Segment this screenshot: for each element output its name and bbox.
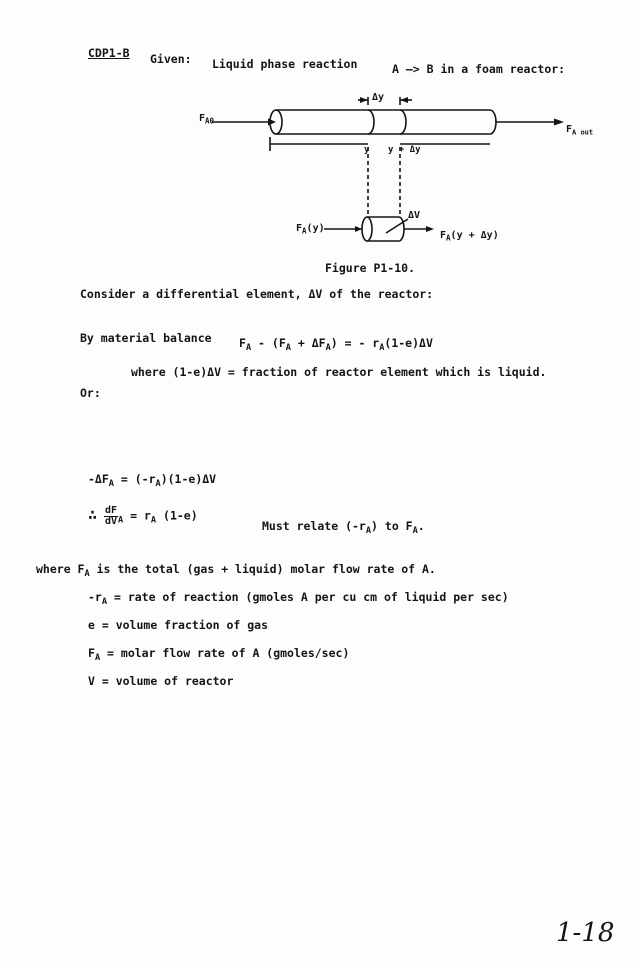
definition-item: V = volume of reactor — [88, 674, 234, 688]
relate-note: Must relate $(-r_A)$ to $F_A$. — [262, 519, 425, 537]
reactor-figure — [190, 85, 610, 260]
equation-2: ∴ $\frac{dF}{dV}_A = r_A$ (1-e) — [88, 505, 198, 527]
fa0-label: $F_{A0}$ — [199, 113, 215, 126]
or-label: Or: — [80, 386, 101, 400]
y-label: y — [364, 145, 370, 155]
consider-line: Consider a differential element, ΔV of the reactor: — [80, 287, 434, 301]
where-total-line: where $F_A$ is the total (gas + liquid) molar flow rate of A. — [36, 562, 436, 580]
page-number: 1-18 — [556, 918, 615, 948]
fa-out-label: $F_{A out}$ — [566, 124, 594, 137]
fa-y-label: $F_A(y)$ — [296, 223, 325, 236]
reaction-text: A —> B in a foam reactor: — [392, 62, 566, 76]
definition-item: e = volume fraction of gas — [88, 618, 269, 632]
equation-1: $-\Delta F_A = (-r_A)(1-e)\Delta V$ — [88, 472, 217, 490]
given-label: Given: — [150, 52, 192, 66]
definition-item: $-r_A$ = rate of reaction (gmoles A per cu cm of liquid per sec) — [88, 590, 509, 608]
definitions-list — [88, 590, 509, 702]
problem-id: CDP1-B — [88, 46, 130, 60]
figure-caption: Figure P1-10. — [325, 261, 416, 275]
dv-label: ΔV — [408, 210, 421, 221]
fa-ydy-label: $F_A(y + \Delta y)$ — [440, 230, 499, 243]
balance-label: By material balance — [80, 331, 212, 345]
given-text: Liquid phase reaction — [212, 57, 358, 71]
y-plus-dy-label: y + Δy — [388, 145, 421, 155]
definition-item: $F_A$ = molar flow rate of A (gmoles/sec) — [88, 646, 350, 664]
dy-label: Δy — [372, 92, 385, 103]
balance-equation: $F_A - (F_A + \Delta F_A)$ = - $r_A(1-e)\Delta V$ — [239, 336, 433, 354]
where-liquid-line: where (1-e)ΔV = fraction of reactor element which is liquid. — [131, 365, 547, 379]
